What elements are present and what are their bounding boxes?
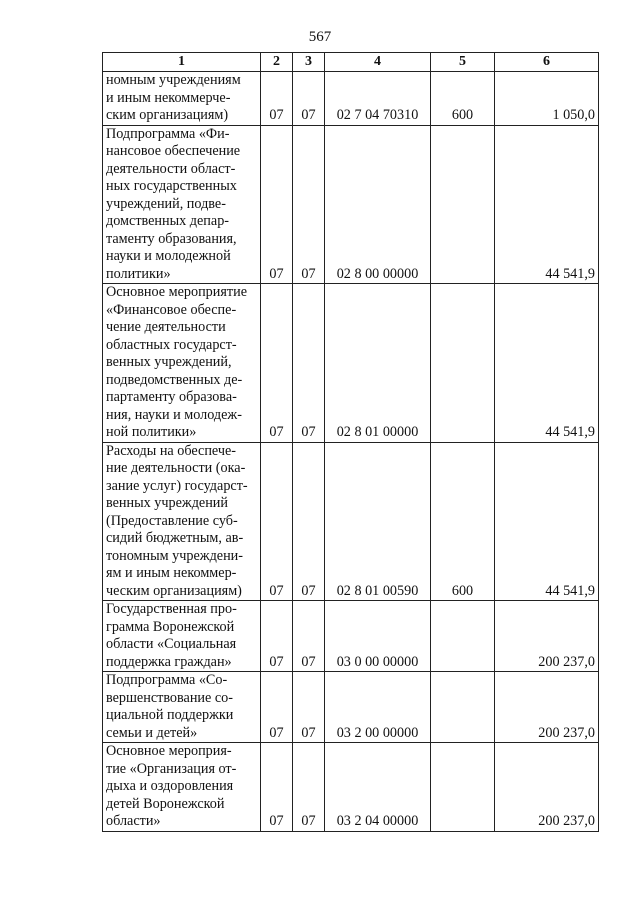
- row-name-line: областных государст-: [106, 336, 237, 353]
- row-target-article-cell: 02 7 04 70310: [325, 72, 431, 126]
- header-col-3: 3: [293, 53, 325, 72]
- row-name-line: области «Социальная: [106, 636, 237, 652]
- row-name-line: подведомственных де-: [106, 371, 243, 388]
- row-expense-type-cell: [431, 125, 495, 284]
- row-name-line: и иным некоммерче-: [106, 89, 231, 106]
- row-expense-type-cell: [431, 672, 495, 743]
- row-name-cell: [103, 125, 261, 284]
- row-sum-cell: 200 237,0: [495, 601, 599, 672]
- row-name-line: учреждений, подве-: [106, 195, 226, 212]
- table-row: [103, 125, 599, 284]
- row-name-line: «Финансовое обеспе-: [106, 301, 237, 318]
- table-row: [103, 601, 599, 672]
- row-name-cell: [103, 672, 261, 743]
- row-name-line: зание услуг) государст-: [106, 477, 248, 494]
- row-name-line: нансовое обеспечение: [106, 143, 241, 159]
- row-target-article-cell: 03 2 04 00000: [325, 743, 431, 832]
- row-sum-cell: 44 541,9: [495, 284, 599, 443]
- row-sum-cell: 200 237,0: [495, 743, 599, 832]
- row-name-cell: [103, 284, 261, 443]
- row-name-line: ние деятельности (ока-: [106, 460, 246, 476]
- row-sum-cell: 200 237,0: [495, 672, 599, 743]
- row-section-cell: 07: [261, 743, 293, 832]
- row-name-line: поддержка граждан»: [106, 653, 232, 670]
- row-name-line: номным учреждениям: [106, 72, 241, 88]
- row-name-line: семьи и детей»: [106, 724, 198, 741]
- row-name-line: науки и молодежной: [106, 248, 231, 264]
- row-target-article-cell: 02 8 01 00590: [325, 442, 431, 601]
- row-name-cell: [103, 72, 261, 126]
- row-name-line: (Предоставление суб-: [106, 512, 238, 529]
- page-number: 567: [308, 29, 332, 45]
- row-subsection-cell: 07: [293, 442, 325, 601]
- row-subsection-cell: 07: [293, 672, 325, 743]
- row-name-cell: [103, 601, 261, 672]
- header-row: [103, 53, 599, 72]
- row-name-line: ским организациям): [106, 107, 229, 123]
- row-expense-type-cell: 600: [431, 442, 495, 601]
- header-col-2: 2: [261, 53, 293, 72]
- table-row: [103, 743, 599, 832]
- row-name-line: ния, науки и молодеж-: [106, 406, 242, 423]
- row-name-line: домственных депар-: [106, 213, 230, 229]
- row-name-line: Государственная про-: [106, 601, 237, 617]
- row-name-line: политики»: [106, 265, 171, 282]
- row-expense-type-cell: [431, 284, 495, 443]
- row-name-line: дыха и оздоровления: [106, 778, 234, 794]
- row-subsection-cell: 07: [293, 125, 325, 284]
- row-name-line: детей Воронежской: [106, 795, 225, 812]
- row-expense-type-cell: [431, 601, 495, 672]
- row-sum-cell: 44 541,9: [495, 442, 599, 601]
- row-name-line: Основное мероприя-: [106, 743, 232, 759]
- row-name-line: ных государственных: [106, 178, 237, 194]
- row-section-cell: 07: [261, 601, 293, 672]
- table-row: [103, 72, 599, 126]
- row-name-line: венных учреждений,: [106, 354, 232, 370]
- header-col-6: 6: [495, 53, 599, 72]
- row-name-line: области»: [106, 813, 161, 829]
- row-subsection-cell: 07: [293, 284, 325, 443]
- row-name-line: ческим организациям): [106, 582, 242, 599]
- row-target-article-cell: 03 0 00 00000: [325, 601, 431, 672]
- row-name-line: ной политики»: [106, 424, 197, 440]
- header-col-5: 5: [431, 53, 495, 72]
- row-name-cell: [103, 743, 261, 832]
- row-name-line: партаменту образова-: [106, 389, 237, 405]
- budget-table: [102, 52, 599, 832]
- row-name-line: чение деятельности: [106, 319, 226, 335]
- row-section-cell: 07: [261, 672, 293, 743]
- row-target-article-cell: 02 8 01 00000: [325, 284, 431, 443]
- row-section-cell: 07: [261, 442, 293, 601]
- row-expense-type-cell: [431, 743, 495, 832]
- row-name-line: сидий бюджетным, ав-: [106, 530, 244, 546]
- row-target-article-cell: 02 8 00 00000: [325, 125, 431, 284]
- row-name-line: Расходы на обеспече-: [106, 442, 237, 459]
- row-name-line: тономным учреждени-: [106, 547, 243, 564]
- table-row: [103, 672, 599, 743]
- row-subsection-cell: 07: [293, 743, 325, 832]
- row-section-cell: 07: [261, 284, 293, 443]
- table-row: [103, 442, 599, 601]
- header-col-4: 4: [325, 53, 431, 72]
- row-name-line: вершенствование со-: [106, 689, 233, 706]
- row-section-cell: 07: [261, 125, 293, 284]
- row-name-cell: [103, 442, 261, 601]
- row-name-line: тие «Организация от-: [106, 760, 237, 777]
- header-col-1: 1: [103, 53, 261, 72]
- table-body: [103, 72, 599, 832]
- row-target-article-cell: 03 2 00 00000: [325, 672, 431, 743]
- row-name-line: таменту образования,: [106, 230, 237, 247]
- row-subsection-cell: 07: [293, 601, 325, 672]
- row-subsection-cell: 07: [293, 72, 325, 126]
- row-sum-cell: 44 541,9: [495, 125, 599, 284]
- row-name-line: циальной поддержки: [106, 707, 234, 723]
- row-name-line: деятельности област-: [106, 160, 236, 177]
- row-section-cell: 07: [261, 72, 293, 126]
- row-sum-cell: 1 050,0: [495, 72, 599, 126]
- row-name-line: Основное мероприятие: [106, 284, 247, 300]
- table-row: [103, 284, 599, 443]
- row-name-line: Подпрограмма «Фи-: [106, 125, 230, 142]
- row-name-line: Подпрограмма «Со-: [106, 672, 228, 688]
- row-name-line: ям и иным некоммер-: [106, 565, 237, 581]
- row-name-line: венных учреждений: [106, 495, 228, 511]
- row-expense-type-cell: 600: [431, 72, 495, 126]
- row-name-line: грамма Воронежской: [106, 618, 235, 635]
